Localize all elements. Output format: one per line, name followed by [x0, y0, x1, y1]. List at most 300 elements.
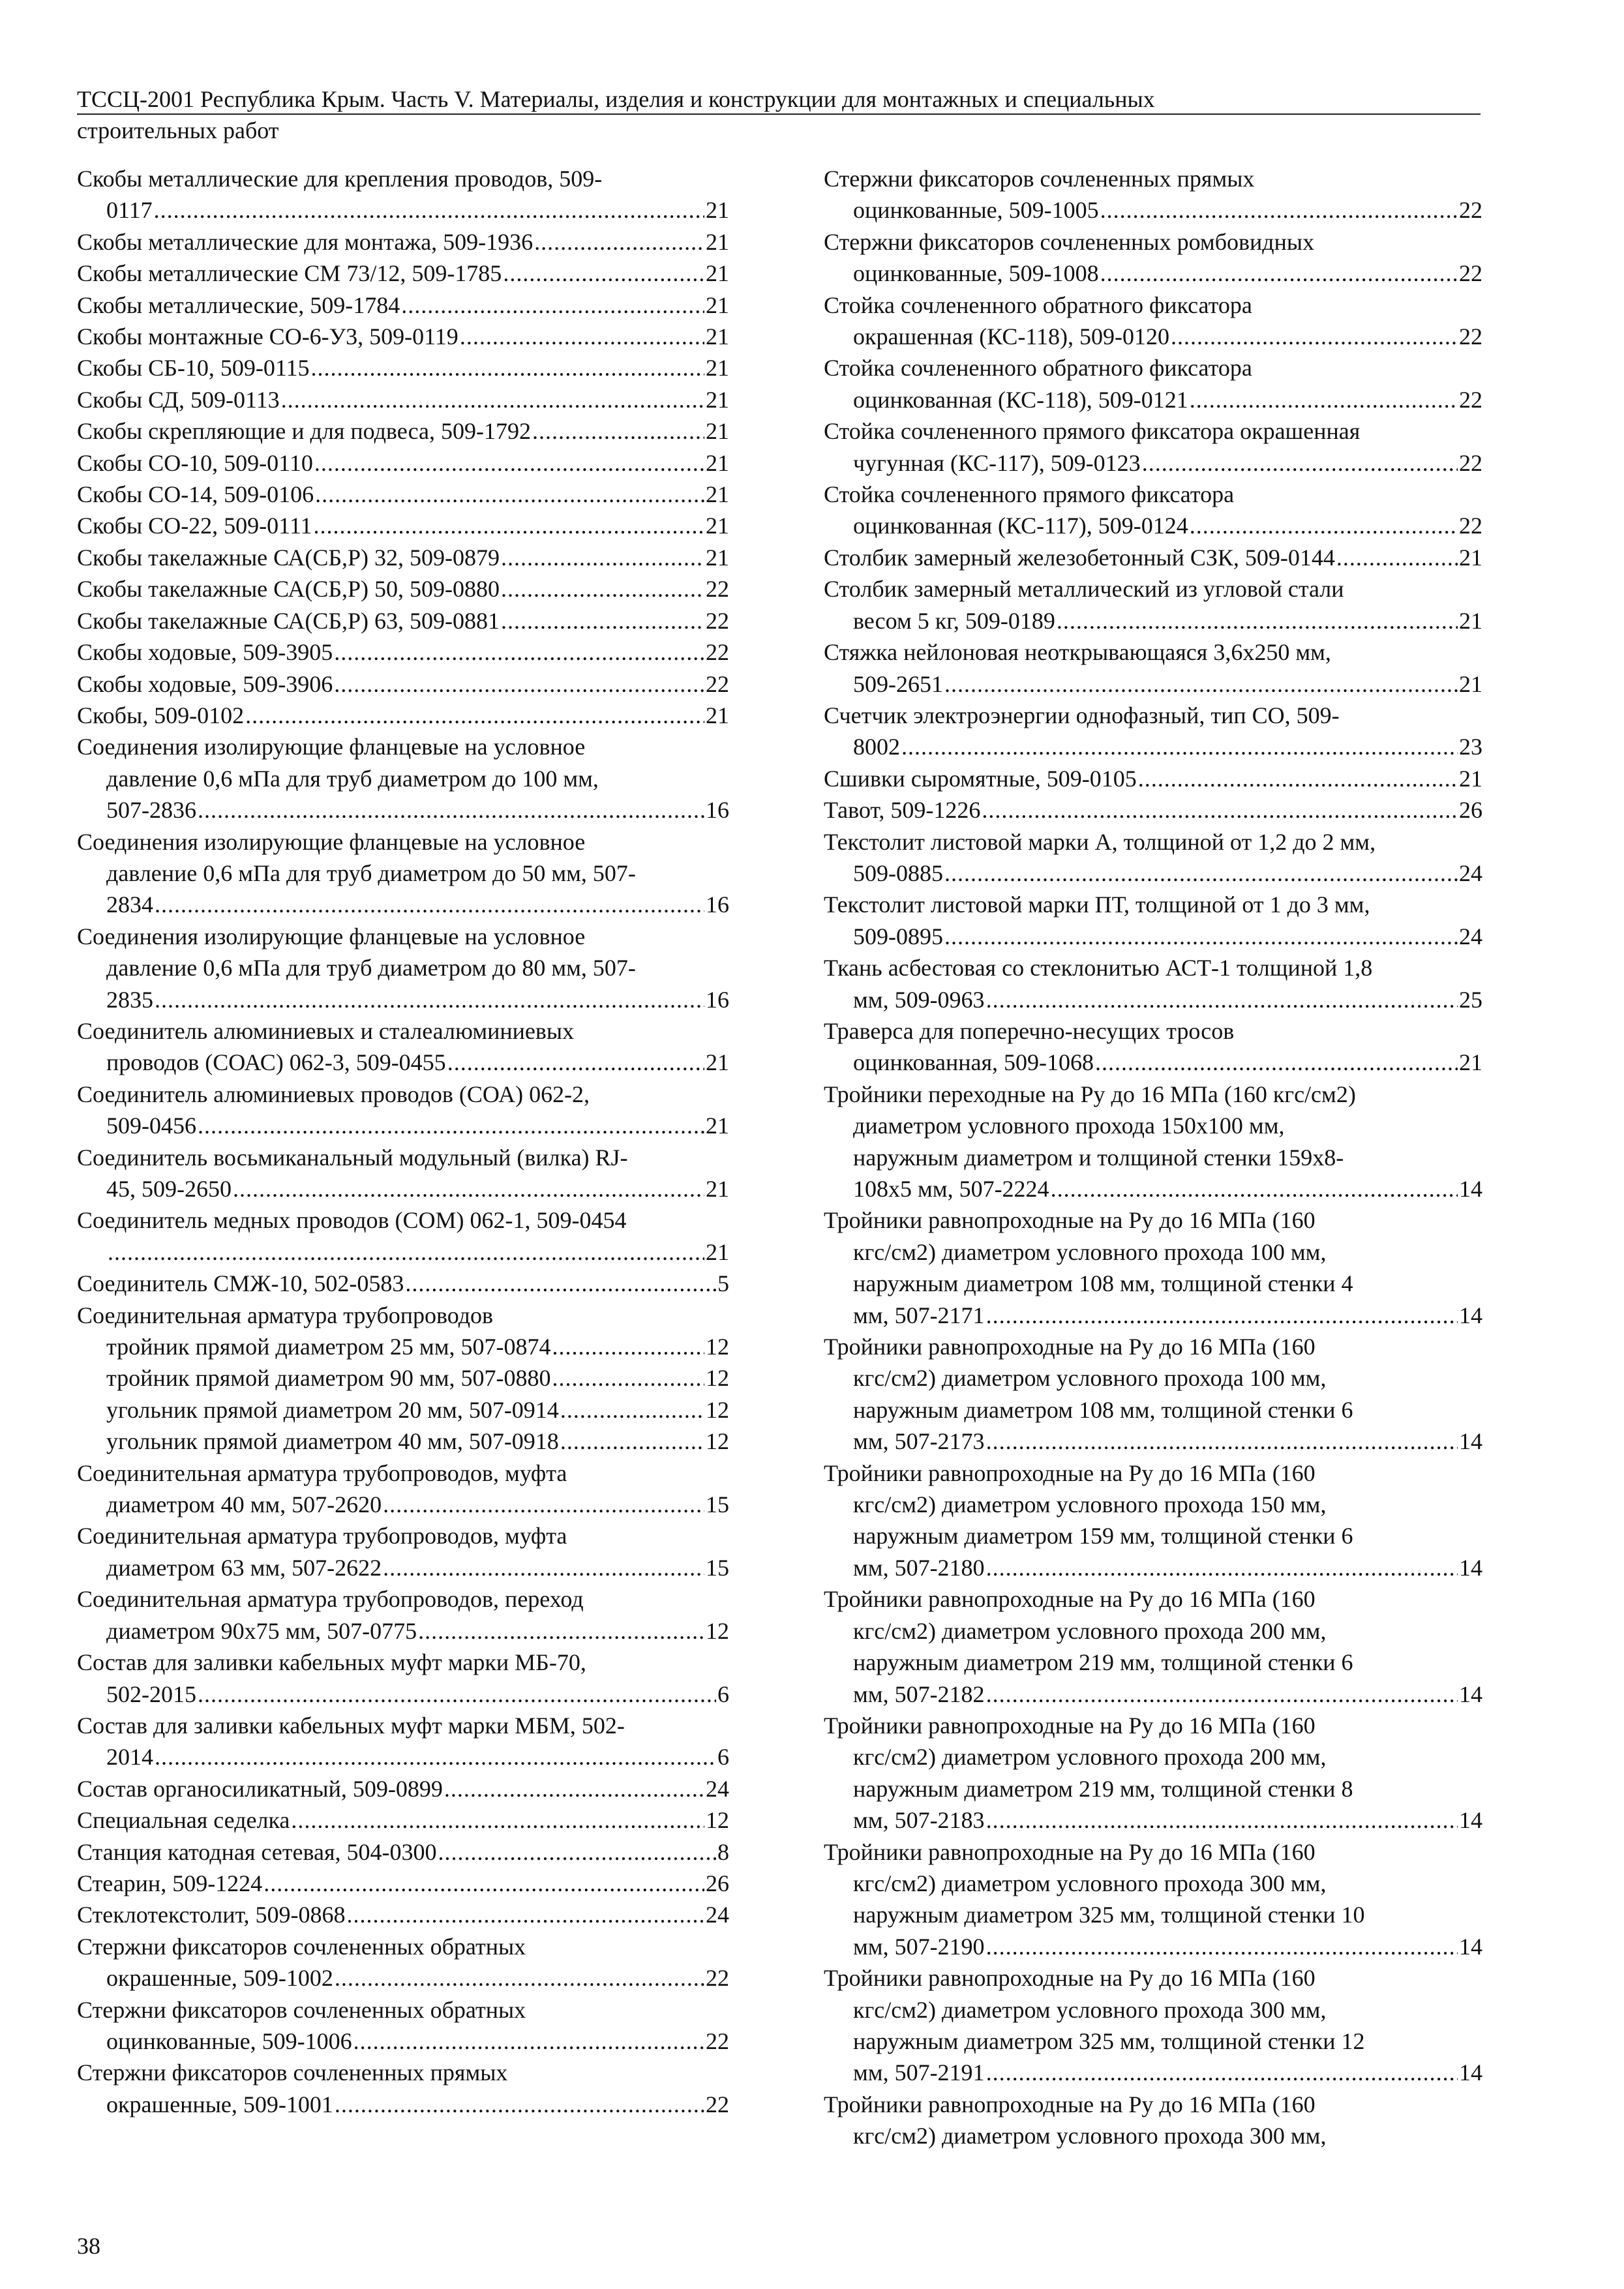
- index-entry-line: [824, 1931, 1482, 1962]
- entry-page-ref: 21: [706, 1238, 729, 1265]
- entry-page-ref: 16: [706, 986, 729, 1013]
- entry-page-ref: 24: [1459, 860, 1482, 886]
- dot-leader: [986, 2057, 1458, 2088]
- index-entry: [77, 700, 729, 731]
- index-entry-line: [824, 984, 1482, 1015]
- index-entry-line: [77, 1962, 729, 1994]
- dot-leader: [263, 1868, 704, 1899]
- index-entry-line: [77, 415, 729, 447]
- dot-leader: [418, 1615, 704, 1647]
- dot-leader: [315, 479, 704, 510]
- dot-leader: [198, 794, 704, 826]
- dot-leader: [447, 1047, 704, 1078]
- dot-leader: [944, 921, 1458, 952]
- entry-text-line: Стойка сочлененного обратного фиксатора: [824, 355, 1252, 382]
- entry-text-line: Стержни фиксаторов сочлененных ромбовидных: [824, 228, 1315, 255]
- entry-page-ref: 24: [706, 1775, 729, 1802]
- index-entry: [824, 1836, 1482, 1963]
- index-entry: [77, 1268, 729, 1299]
- entry-label: 509-0895: [853, 923, 943, 950]
- entry-label: оцинкованные, 509-1005: [853, 197, 1099, 224]
- entry-page-ref: 14: [1459, 1554, 1482, 1581]
- index-entry: [824, 1962, 1482, 2089]
- entry-page-ref: 21: [706, 449, 729, 476]
- index-entry-line: [77, 1804, 729, 1836]
- index-entry: [824, 479, 1482, 542]
- entry-label: Столбик замерный железобетонный СЗК, 509-0144: [824, 544, 1335, 571]
- entry-page-ref: 15: [706, 1491, 729, 1518]
- index-entry: [824, 2089, 1482, 2152]
- index-entry-line: [77, 1236, 729, 1268]
- index-entry: [824, 700, 1482, 763]
- index-entry: [824, 1204, 1482, 1331]
- entry-text-line: наружным диаметром 325 мм, толщиной стенки 12: [853, 2027, 1365, 2054]
- index-entry: [824, 794, 1482, 826]
- index-entry: [77, 1204, 729, 1268]
- dot-leader: [982, 794, 1458, 826]
- dot-leader: [986, 984, 1458, 1015]
- entry-text-line: Тройники равнопроходные на Ру до 16 МПа (160: [824, 1207, 1316, 1234]
- entry-text-line: давление 0,6 мПа для труб диаметром до 100 мм,: [106, 765, 599, 792]
- index-entry: [77, 163, 729, 226]
- index-entry-line: [77, 1362, 729, 1394]
- dot-leader: [281, 384, 704, 415]
- index-entry: [77, 510, 729, 541]
- entry-label: Скобы СБ-10, 509-0115: [77, 355, 310, 382]
- index-entry: [77, 1300, 729, 1458]
- entry-label: оцинкованная, 509-1068: [853, 1049, 1094, 1076]
- index-entry-line: [77, 1268, 729, 1299]
- index-entry-line: [77, 1741, 729, 1773]
- dot-leader: [335, 2089, 704, 2120]
- index-entry-line: [77, 542, 729, 573]
- dot-leader: [501, 542, 704, 573]
- index-entry-line: [824, 384, 1482, 415]
- dot-leader: [311, 352, 704, 383]
- dot-leader: [532, 415, 704, 447]
- dot-leader: [155, 1741, 716, 1773]
- index-entry: [77, 352, 729, 383]
- entry-text-line: наружным диаметром 219 мм, толщиной стенки 8: [853, 1775, 1353, 1802]
- entry-label: 509-2651: [853, 670, 943, 697]
- index-entry-line: [77, 668, 729, 700]
- index-entry-line: [77, 700, 729, 731]
- index-entry-line: [77, 352, 729, 383]
- entry-page-ref: 16: [706, 891, 729, 918]
- index-entry-line: [77, 605, 729, 636]
- entry-label: оцинкованная (КС-117), 509-0124: [853, 513, 1188, 539]
- dot-leader: [1057, 605, 1458, 636]
- entry-label: Соединитель СМЖ-10, 502-0583: [77, 1270, 404, 1297]
- entry-text-line: кгс/см2) диаметром условного прохода 150 мм,: [853, 1491, 1327, 1518]
- index-column-right: [824, 163, 1482, 2152]
- entry-text-line: кгс/см2) диаметром условного прохода 300 мм,: [853, 2123, 1327, 2149]
- entry-text-line: Тройники равнопроходные на Ру до 16 МПа (160: [824, 1586, 1316, 1613]
- index-entry: [824, 1079, 1482, 1205]
- index-entry: [77, 321, 729, 352]
- entry-page-ref: 21: [706, 1113, 729, 1139]
- index-entry: [77, 1079, 729, 1142]
- index-entry-line: [824, 1552, 1482, 1583]
- dot-leader: [1171, 321, 1458, 352]
- index-entry-line: [824, 1047, 1482, 1078]
- dot-leader: [353, 2026, 704, 2057]
- entry-text-line: Соединительная арматура трубопроводов, муфта: [77, 1523, 567, 1549]
- index-entry-line: [824, 2057, 1482, 2088]
- entry-text-line: наружным диаметром 219 мм, толщиной стенки 6: [853, 1649, 1353, 1676]
- index-entry: [77, 636, 729, 668]
- entry-label: Скобы, 509-0102: [77, 702, 245, 728]
- entry-text-line: Тройники равнопроходные на Ру до 16 МПа (160: [824, 1712, 1316, 1739]
- index-entry: [824, 763, 1482, 794]
- index-entry: [77, 1142, 729, 1205]
- entry-page-ref: 16: [706, 797, 729, 824]
- entry-page-ref: 22: [706, 2027, 729, 2054]
- index-entry-line: [77, 1615, 729, 1647]
- entry-label: мм, 507-2180: [853, 1554, 985, 1581]
- entry-label: Скобы металлические для монтажа, 509-1936: [77, 228, 534, 255]
- entry-text-line: Соединительная арматура трубопроводов, муфта: [77, 1459, 567, 1486]
- entry-page-ref: 22: [706, 1965, 729, 1992]
- entry-text-line: Стержни фиксаторов сочлененных обратных: [77, 1996, 526, 2023]
- entry-label: Скобы СД, 509-0113: [77, 386, 280, 413]
- entry-text-line: Текстолит листовой марки ПТ, толщиной от 1 до 3 мм,: [824, 891, 1370, 918]
- entry-page-ref: 14: [1459, 1176, 1482, 1202]
- index-entry-line: [77, 510, 729, 541]
- index-entry-line: [824, 763, 1482, 794]
- entry-text-line: Тройники равнопроходные на Ру до 16 МПа (160: [824, 2091, 1316, 2117]
- index-entry: [77, 573, 729, 605]
- dot-leader: [1051, 1173, 1458, 1204]
- page-number: 38: [77, 2233, 100, 2259]
- entry-label: Сшивки сыромятные, 509-0105: [824, 765, 1137, 792]
- entry-text-line: Тройники переходные на Ру до 16 МПа (160 кгс/см2): [824, 1081, 1356, 1107]
- entry-page-ref: 22: [706, 2091, 729, 2117]
- dot-leader: [986, 1679, 1458, 1710]
- entry-text-line: Стойка сочлененного прямого фиксатора: [824, 481, 1235, 508]
- index-entry: [77, 1994, 729, 2057]
- index-entry: [77, 290, 729, 321]
- entry-label: мм, 507-2173: [853, 1428, 985, 1455]
- entry-text-line: давление 0,6 мПа для труб диаметром до 50 мм, 507-: [106, 860, 636, 886]
- entry-page-ref: 21: [1459, 1049, 1482, 1076]
- entry-page-ref: 14: [1459, 1428, 1482, 1455]
- dot-leader: [986, 1931, 1458, 1962]
- index-entry: [77, 731, 729, 826]
- index-entry: [77, 668, 729, 700]
- entry-page-ref: 12: [706, 1617, 729, 1644]
- dot-leader: [347, 1899, 704, 1930]
- index-entry: [77, 542, 729, 573]
- index-entry-line: [77, 573, 729, 605]
- dot-leader: [460, 321, 704, 352]
- index-entry-line: [77, 1331, 729, 1362]
- entry-page-ref: 21: [706, 260, 729, 287]
- index-entry-line: [77, 1426, 729, 1457]
- dot-leader: [155, 984, 704, 1015]
- entry-label: диаметром 63 мм, 507-2622: [106, 1554, 382, 1581]
- index-entry-line: [77, 2026, 729, 2057]
- index-entry-line: [77, 1110, 729, 1141]
- dot-leader: [314, 510, 705, 541]
- entry-label: Состав органосиликатный, 509-0899: [77, 1775, 443, 1802]
- index-entry: [824, 1583, 1482, 1710]
- entry-text-line: Стержни фиксаторов сочлененных обратных: [77, 1933, 526, 1960]
- index-entry-line: [77, 1899, 729, 1930]
- entry-label: Скобы такелажные СА(СБ,Р) 63, 509-0881: [77, 607, 500, 634]
- index-entry-line: [77, 984, 729, 1015]
- index-entry: [77, 921, 729, 1015]
- entry-label: 509-0456: [106, 1113, 196, 1139]
- dot-leader: [334, 668, 704, 700]
- index-entry: [77, 1836, 729, 1868]
- entry-page-ref: 21: [706, 544, 729, 571]
- entry-page-ref: 25: [1459, 986, 1482, 1013]
- entry-label: мм, 507-2182: [853, 1681, 985, 1707]
- entry-label: 509-0885: [853, 860, 943, 886]
- index-entry: [77, 226, 729, 258]
- entry-text-line: наружным диаметром 159 мм, толщиной стенки 6: [853, 1523, 1353, 1549]
- index-entry: [77, 1458, 729, 1521]
- entry-label: мм, 507-2171: [853, 1302, 985, 1328]
- entry-page-ref: 14: [1459, 1807, 1482, 1834]
- dot-leader: [1190, 510, 1458, 541]
- entry-label: диаметром 40 мм, 507-2620: [106, 1491, 382, 1518]
- index-entry-line: [824, 1426, 1482, 1457]
- entry-label: диаметром 90х75 мм, 507-0775: [106, 1617, 417, 1644]
- entry-label: Скобы скрепляющие и для подвеса, 509-1792: [77, 418, 531, 445]
- entry-text-line: давление 0,6 мПа для труб диаметром до 80 мм, 507-: [106, 955, 636, 981]
- index-entry-line: [77, 636, 729, 668]
- entry-text-line: Соединения изолирующие фланцевые на условное: [77, 734, 586, 760]
- entry-label: тройник прямой диаметром 90 мм, 507-0880: [106, 1365, 551, 1392]
- index-entry: [77, 1710, 729, 1773]
- entry-label: 2835: [106, 986, 153, 1013]
- entry-label: окрашенные, 509-1002: [106, 1965, 333, 1992]
- entry-text-line: Тройники равнопроходные на Ру до 16 МПа (160: [824, 1334, 1316, 1360]
- dot-leader: [501, 605, 704, 636]
- dot-leader: [986, 1426, 1458, 1457]
- index-entry-line: [77, 1552, 729, 1583]
- dot-leader: [1138, 763, 1458, 794]
- entry-label: Скобы такелажные СА(СБ,Р) 32, 509-0879: [77, 544, 500, 571]
- dot-leader: [383, 1552, 704, 1583]
- entry-text-line: Соединения изолирующие фланцевые на условное: [77, 923, 586, 950]
- index-entry: [77, 258, 729, 289]
- index-entry: [77, 1773, 729, 1804]
- entry-page-ref: 22: [1459, 386, 1482, 413]
- header-title-continued: строительных работ: [77, 117, 279, 143]
- index-entry-line: [824, 258, 1482, 289]
- index-entry-line: [77, 1868, 729, 1899]
- entry-text-line: Стержни фиксаторов сочлененных прямых: [824, 166, 1255, 192]
- entry-page-ref: 21: [706, 228, 729, 255]
- entry-text-line: Тройники равнопроходные на Ру до 16 МПа (160: [824, 1838, 1316, 1865]
- entry-page-ref: 12: [706, 1807, 729, 1834]
- entry-label: Скобы такелажные СА(СБ,Р) 50, 509-0880: [77, 576, 500, 603]
- entry-label: чугунная (КС-117), 509-0123: [853, 449, 1141, 476]
- entry-label: Стеарин, 509-1224: [77, 1870, 263, 1896]
- index-entry: [824, 290, 1482, 353]
- entry-page-ref: 24: [706, 1902, 729, 1928]
- entry-page-ref: 15: [706, 1554, 729, 1581]
- entry-text-line: Столбик замерный металлический из угловой стали: [824, 576, 1344, 603]
- entry-page-ref: 21: [706, 323, 729, 350]
- index-entry-line: [824, 194, 1482, 226]
- entry-page-ref: 14: [1459, 1933, 1482, 1960]
- dot-leader: [1100, 194, 1458, 226]
- entry-page-ref: 21: [706, 513, 729, 539]
- dot-leader: [986, 1552, 1458, 1583]
- entry-page-ref: 21: [706, 1049, 729, 1076]
- dot-leader: [291, 1804, 704, 1836]
- entry-page-ref: 22: [1459, 449, 1482, 476]
- entry-page-ref: 22: [706, 576, 729, 603]
- entry-label: весом 5 кг, 509-0189: [853, 607, 1055, 634]
- entry-label: оцинкованные, 509-1006: [106, 2027, 352, 2054]
- entry-text-line: Соединитель медных проводов (СОМ) 062-1, 509-0454: [77, 1207, 627, 1234]
- entry-text-line: Состав для заливки кабельных муфт марки МБ-70,: [77, 1649, 586, 1676]
- entry-page-ref: 12: [706, 1334, 729, 1360]
- entry-text-line: Стяжка нейлоновая неоткрывающаяся 3,6х250 мм,: [824, 639, 1331, 666]
- index-entry: [824, 573, 1482, 636]
- entry-page-ref: 12: [706, 1365, 729, 1392]
- entry-label: Скобы монтажные СО-6-У3, 509-0119: [77, 323, 459, 350]
- entry-label: окрашенные, 509-1001: [106, 2091, 333, 2117]
- entry-text-line: Ткань асбестовая со стеклонитью АСТ-1 толщиной 1,8: [824, 955, 1373, 981]
- dot-leader: [405, 1268, 716, 1299]
- entry-text-line: Соединительная арматура трубопроводов, переход: [77, 1586, 584, 1613]
- index-entry-line: [77, 447, 729, 479]
- entry-label: тройник прямой диаметром 25 мм, 507-0874: [106, 1334, 551, 1360]
- index-entry-line: [77, 384, 729, 415]
- index-entry-line: [77, 321, 729, 352]
- index-entry-line: [77, 2089, 729, 2120]
- entry-page-ref: 21: [1459, 607, 1482, 634]
- index-entry: [824, 352, 1482, 415]
- index-entry: [824, 1458, 1482, 1584]
- entry-page-ref: 24: [1459, 923, 1482, 950]
- dot-leader: [501, 573, 704, 605]
- index-entry: [77, 1015, 729, 1079]
- entry-page-ref: 22: [1459, 197, 1482, 224]
- entry-label: 2834: [106, 891, 153, 918]
- dot-leader: [986, 1804, 1458, 1836]
- entry-page-ref: 21: [706, 418, 729, 445]
- index-entry-line: [77, 1836, 729, 1868]
- entry-label: Специальная седелка: [77, 1807, 290, 1834]
- dot-leader: [534, 226, 704, 258]
- index-entry-line: [824, 858, 1482, 889]
- index-entry: [77, 479, 729, 510]
- index-column-left: [77, 163, 729, 2120]
- dot-leader: [1190, 384, 1458, 415]
- entry-text-line: Траверса для поперечно-несущих тросов: [824, 1017, 1235, 1044]
- dot-leader: [1336, 542, 1458, 573]
- index-entry-line: [824, 447, 1482, 479]
- entry-page-ref: 8: [717, 1838, 729, 1865]
- dot-leader: [986, 1300, 1458, 1331]
- dot-leader: [334, 636, 704, 668]
- dot-leader: [901, 731, 1458, 762]
- index-entry-line: [824, 794, 1482, 826]
- entry-label: 502-2015: [106, 1681, 196, 1707]
- entry-page-ref: 21: [706, 355, 729, 382]
- dot-leader: [552, 1331, 704, 1362]
- index-entry: [77, 826, 729, 921]
- index-entry-line: [77, 258, 729, 289]
- dot-leader: [944, 668, 1458, 700]
- entry-page-ref: 12: [706, 1428, 729, 1455]
- entry-text-line: Соединительная арматура трубопроводов: [77, 1302, 494, 1328]
- index-entry-line: [77, 479, 729, 510]
- entry-label: угольник прямой диаметром 20 мм, 507-0914: [106, 1396, 559, 1423]
- entry-text-line: Соединитель восьмиканальный модульный (вилка) RJ-: [77, 1144, 628, 1171]
- entry-label: Скобы ходовые, 509-3905: [77, 639, 333, 666]
- dot-leader: [108, 1236, 704, 1268]
- dot-leader: [383, 1489, 704, 1520]
- dot-leader: [1142, 447, 1458, 479]
- entry-label: Скобы металлические СМ 73/12, 509-1785: [77, 260, 502, 287]
- dot-leader: [154, 194, 704, 226]
- entry-label: 45, 509-2650: [106, 1176, 232, 1202]
- entry-label: мм, 507-2183: [853, 1807, 985, 1834]
- entry-text-line: кгс/см2) диаметром условного прохода 200 мм,: [853, 1617, 1327, 1644]
- index-entry-line: [77, 1173, 729, 1204]
- index-entry-line: [824, 731, 1482, 762]
- entry-label: Стеклотекстолит, 509-0868: [77, 1902, 346, 1928]
- index-entry: [77, 1520, 729, 1583]
- index-entry-line: [824, 668, 1482, 700]
- entry-text-line: Соединитель алюминиевых и сталеалюминиевых: [77, 1017, 575, 1044]
- entry-text-line: Тройники равнопроходные на Ру до 16 МПа (160: [824, 1459, 1316, 1486]
- entry-label: 0117: [106, 197, 153, 224]
- entry-label: Тавот, 509-1226: [824, 797, 981, 824]
- entry-page-ref: 6: [717, 1681, 729, 1707]
- entry-label: мм, 507-2190: [853, 1933, 985, 1960]
- index-entry: [77, 1931, 729, 1994]
- entry-text-line: наружным диаметром 108 мм, толщиной стенки 4: [853, 1270, 1353, 1297]
- index-entry: [824, 1015, 1482, 1079]
- entry-label: оцинкованная (КС-118), 509-0121: [853, 386, 1188, 413]
- index-entry-line: [824, 605, 1482, 636]
- dot-leader: [335, 1962, 704, 1994]
- dot-leader: [198, 1110, 704, 1141]
- entry-label: Станция катодная сетевая, 504-0300: [77, 1838, 437, 1865]
- entry-page-ref: 14: [1459, 2059, 1482, 2086]
- index-entry-line: [77, 1773, 729, 1804]
- entry-page-ref: 21: [706, 386, 729, 413]
- index-entry: [77, 2057, 729, 2120]
- entry-label: мм, 509-0963: [853, 986, 985, 1013]
- dot-leader: [233, 1173, 704, 1204]
- dot-leader: [245, 700, 704, 731]
- dot-leader: [503, 258, 704, 289]
- entry-text-line: наружным диаметром 108 мм, толщиной стенки 6: [853, 1396, 1353, 1423]
- index-entry-line: [824, 1804, 1482, 1836]
- index-entry-line: [824, 1679, 1482, 1710]
- index-entry: [77, 1583, 729, 1647]
- dot-leader: [438, 1836, 716, 1868]
- dot-leader: [314, 447, 704, 479]
- entry-page-ref: 14: [1459, 1302, 1482, 1328]
- index-entry-line: [77, 889, 729, 920]
- index-entry-line: [77, 226, 729, 258]
- entry-text-line: диаметром условного прохода 150х100 мм,: [853, 1113, 1285, 1139]
- entry-label: проводов (СОАС) 062-3, 509-0455: [106, 1049, 446, 1076]
- entry-label: Скобы СО-10, 509-0110: [77, 449, 313, 476]
- entry-label: мм, 507-2191: [853, 2059, 985, 2086]
